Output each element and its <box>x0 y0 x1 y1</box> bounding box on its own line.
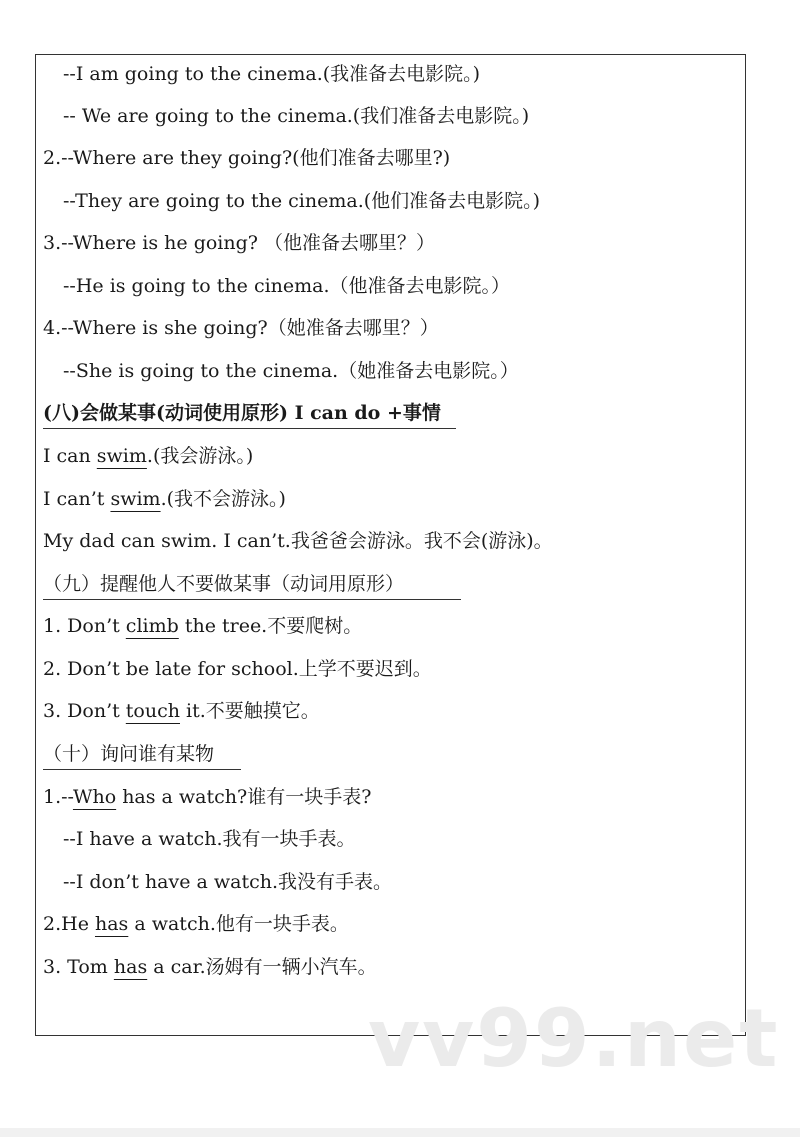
section-rule <box>43 428 456 429</box>
text-line: 3. Don’t touch it.不要触摸它。 <box>43 700 320 722</box>
text-line: 1.--Who has a watch?谁有一块手表? <box>43 786 372 808</box>
section-heading-10: （十）询问谁有某物 <box>43 743 215 765</box>
text-line: 2.--Where are they going?(他们准备去哪里?) <box>43 147 451 169</box>
text-line: My dad can swim. I can’t.我爸爸会游泳。我不会(游泳)。 <box>43 530 553 552</box>
text-line: --They are going to the cinema.(他们准备去电影院。) <box>63 190 541 212</box>
text-line: I can’t swim.(我不会游泳。) <box>43 488 286 510</box>
text-line: --I don’t have a watch.我没有手表。 <box>63 871 393 893</box>
section-heading-8: (八)会做某事(动词使用原形) I can do +事情 <box>43 402 441 424</box>
watermark: vv99.net <box>368 992 780 1085</box>
text-line: --She is going to the cinema.（她准备去电影院。） <box>63 360 519 382</box>
text-line: --I have a watch.我有一块手表。 <box>63 828 356 850</box>
text-line: --I am going to the cinema.(我准备去电影院。) <box>63 63 481 85</box>
text-line: 4.--Where is she going?（她准备去哪里？） <box>43 317 439 339</box>
text-line: -- We are going to the cinema.(我们准备去电影院。) <box>63 105 530 127</box>
section-rule <box>43 769 241 770</box>
text-line: 3. Tom has a car.汤姆有一辆小汽车。 <box>43 956 377 978</box>
text-line: --He is going to the cinema.（他准备去电影院。） <box>63 275 511 297</box>
section-rule <box>43 599 461 600</box>
text-line: 2.He has a watch.他有一块手表。 <box>43 913 349 935</box>
text-line: 1. Don’t climb the tree.不要爬树。 <box>43 615 363 637</box>
page-bottom-edge <box>0 1128 800 1137</box>
text-line: 2. Don’t be late for school.上学不要迟到。 <box>43 658 432 680</box>
text-line: I can swim.(我会游泳。) <box>43 445 254 467</box>
text-line: 3.--Where is he going? （他准备去哪里？） <box>43 232 435 254</box>
section-heading-9: （九）提醒他人不要做某事（动词用原形） <box>43 573 405 595</box>
content-frame <box>35 54 746 1036</box>
